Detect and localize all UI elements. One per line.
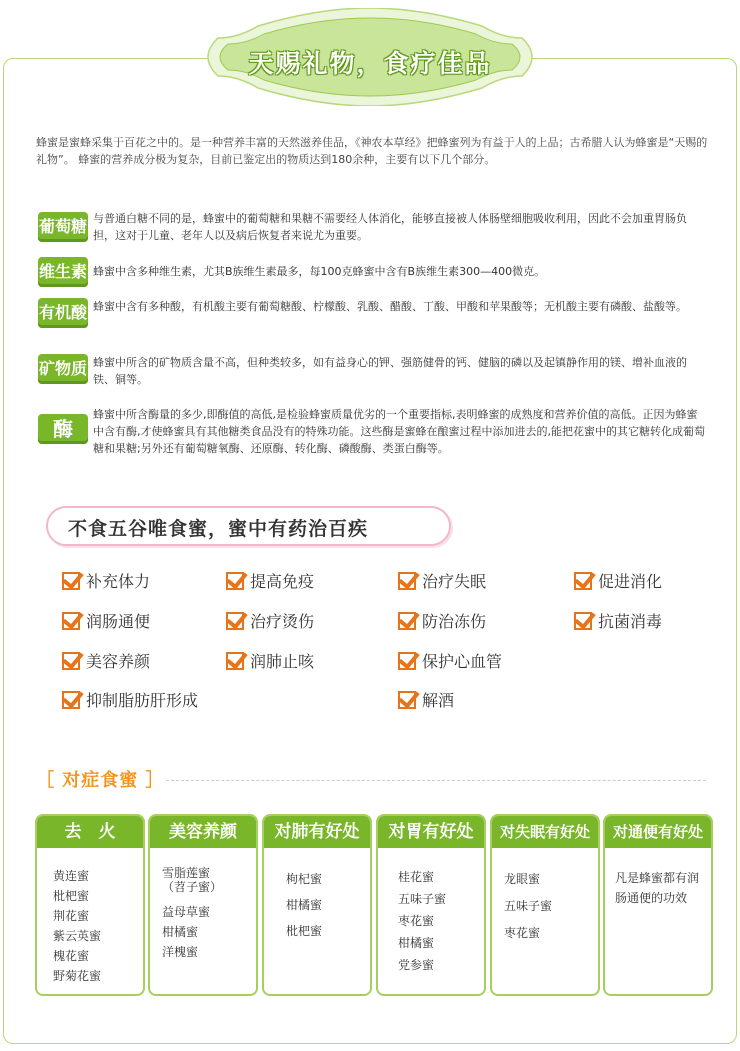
nutrient-label: 葡萄糖 [38,212,88,242]
benefit-item [62,650,150,674]
honey-list [492,848,598,947]
nutrient-desc: 蜂蜜中含多种维生素，尤其B族维生素最多，每100克蜂蜜中含有B族维生素300—400微克。 [93,265,546,278]
section-title: ［ 对症食蜜 ］ [36,770,165,791]
honey-list [37,848,143,986]
checkmark-icon [62,652,80,670]
checkmark-icon [398,652,416,670]
benefit-label: 治疗失眠 [422,572,487,591]
nutrient-desc: 蜂蜜中所含酶量的多少,即酶值的高低,是检验蜂蜜质量优劣的一个重要指标,表明蜂蜜的成熟度和营养价值的高低。正因为蜂蜜中含有酶,才使蜂蜜具有其他糖类食品没有的特殊功能。这些酶是蜜蜂在酿蜜过程中添加进去的,能把花蜜中的其它糖转化成葡萄糖和果糖;另外还有葡萄糖氧酶、还原酶、转化酶、磷酸酶、类蛋白酶等。 [93,408,705,455]
benefit-label: 补充体力 [86,572,151,591]
nutrient-mineral [38,354,710,394]
remedy-column [148,814,258,996]
nutrient-vitamin [38,257,710,289]
column-header: 对失眠有好处 [492,816,598,848]
list-item: 黄连蜜 [53,869,90,883]
list-item: 龙眼蜜 [504,872,541,886]
column-header: 美容养颜 [150,816,256,848]
list-item: 柑橘蜜 [398,936,435,950]
benefit-item [398,610,486,634]
column-header: 对肺有好处 [264,816,370,848]
benefit-item [398,689,454,713]
benefit-item [62,610,150,634]
honey-list [264,848,370,944]
list-item: 枇杷蜜 [286,924,323,938]
checkmark-icon [62,612,80,630]
nutrient-desc: 与普通白糖不同的是，蜂蜜中的葡萄糖和果糖不需要经人体消化，能够直接被人体肠壁细胞吸收利用，因此不会加重胃肠负担，这对于儿童、老年人以及病后恢复者来说尤为重要。 [93,212,687,242]
list-item: 柑橘蜜 [286,898,323,912]
benefit-item [226,570,314,594]
list-item: 枣花蜜 [504,926,541,940]
checkmark-icon [574,572,592,590]
column-header: 去 火 [37,816,143,848]
nutrient-label: 有机酸 [38,298,88,328]
checkmark-icon [398,572,416,590]
benefit-label: 治疗烫伤 [250,612,315,631]
benefit-item [62,570,150,594]
list-item: 柑橘蜜 [162,925,199,939]
nutrient-organic-acid [38,298,710,338]
checkmark-icon [62,572,80,590]
section-divider [166,780,706,781]
honey-list [150,848,256,962]
banner-title: 天赐礼物，食疗佳品 [248,49,492,78]
list-item: 益母草蜜 [162,905,211,919]
benefit-item [62,689,198,713]
benefit-item [574,570,662,594]
intro-paragraph: 蜂蜜是蜜蜂采集于百花之中的。是一种营养丰富的天然滋养佳品，《神农本草经》把蜂蜜列为有益于人的上品；古希腊人认为蜂蜜是“天赐的礼物”。 蜂蜜的营养成分极为复杂，目前已鉴定出的物质达到180余种，主要有以下几个部分。 [36,136,708,166]
list-item: 桂花蜜 [398,870,435,884]
nutrient-label: 矿物质 [38,354,88,384]
checkmark-icon [226,612,244,630]
list-item: 槐花蜜 [53,949,90,963]
remedy-column [490,814,600,996]
nutrient-label: 酶 [38,414,88,444]
list-item: 雪脂莲蜜 [162,866,211,880]
nutrient-label: 维生素 [38,257,88,287]
checkmark-icon [62,691,80,709]
benefit-label: 抗菌消毒 [598,612,663,631]
checkmark-icon [226,652,244,670]
list-item: 枣花蜜 [398,914,435,928]
title-banner [198,8,542,106]
column-header: 对胃有好处 [378,816,484,848]
list-item: （苕子蜜） [162,880,223,894]
list-item: 野菊花蜜 [53,969,102,983]
benefit-item [574,610,662,634]
list-item: 洋槐蜜 [162,945,199,959]
list-item: 紫云英蜜 [53,929,102,943]
list-item: 枸杞蜜 [286,872,323,886]
benefit-label: 促进消化 [598,572,663,591]
checkmark-icon [398,612,416,630]
list-item: 党参蜜 [398,958,435,972]
nutrient-desc: 蜂蜜中含有多种酸，有机酸主要有葡萄糖酸、柠檬酸、乳酸、醋酸、丁酸、甲酸和苹果酸等；无机酸主要有磷酸、盐酸等。 [93,300,687,313]
list-item: 五味子蜜 [504,899,553,913]
list-item: 荆花蜜 [53,909,90,923]
benefit-label: 防治冻伤 [422,612,487,631]
remedy-column [262,814,372,996]
benefit-label: 提高免疫 [250,572,315,591]
benefit-item [398,650,502,674]
benefit-label: 保护心血管 [422,652,503,671]
benefit-item [398,570,486,594]
honey-list [378,848,484,976]
checkmark-icon [226,572,244,590]
benefit-item [226,650,314,674]
checkmark-icon [398,691,416,709]
nutrient-glucose [38,212,710,252]
benefit-label: 润肺止咳 [250,652,315,671]
benefit-label: 抑制脂肪肝形成 [86,691,199,710]
checkmark-icon [574,612,592,630]
remedy-column [603,814,713,996]
benefit-item [226,610,314,634]
list-item: 枇杷蜜 [53,889,90,903]
remedy-column [376,814,486,996]
slogan-text: 不食五谷唯食蜜，蜜中有药治百疾 [68,518,369,540]
nutrient-desc: 蜂蜜中所含的矿物质含量不高，但种类较多，如有益身心的钾、强筋健骨的钙、健脑的磷以及起镇静作用的镁、增补血液的铁、铜等。 [93,356,687,386]
benefit-label: 美容养颜 [86,652,151,671]
list-item: 五味子蜜 [398,892,447,906]
remedy-column [35,814,145,996]
column-header: 对通便有好处 [605,816,711,848]
slogan-pill [46,506,451,546]
benefit-label: 润肠通便 [86,612,151,631]
nutrient-enzyme [38,408,710,464]
column-note: 凡是蜂蜜都有润肠通便的功效 [615,871,700,905]
benefit-label: 解酒 [422,691,455,710]
